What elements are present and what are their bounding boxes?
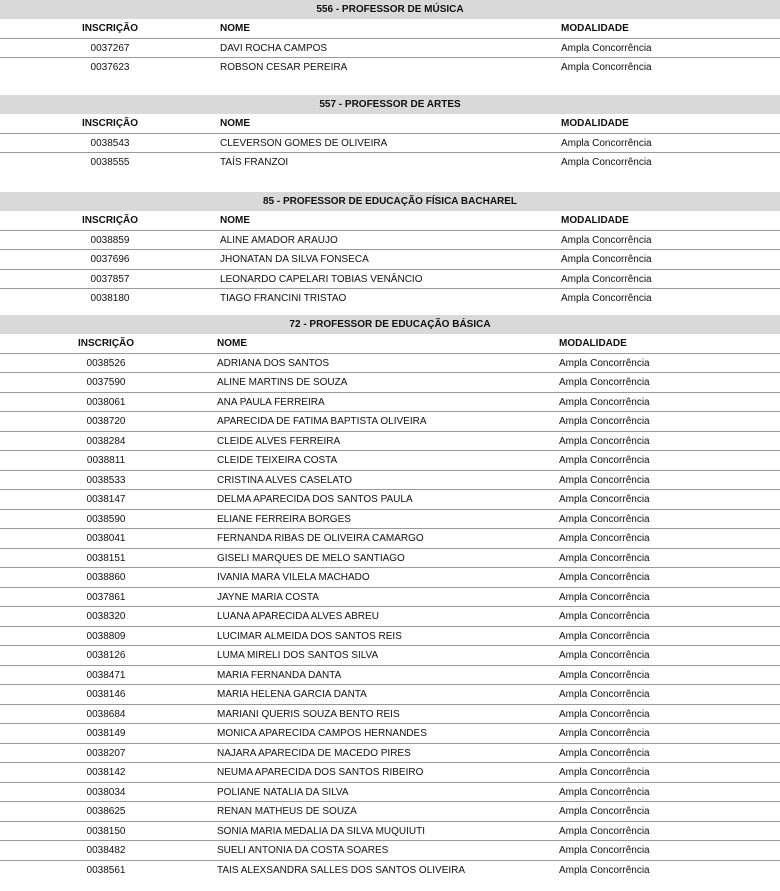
cell-nome: LEONARDO CAPELARI TOBIAS VENÂNCIO — [220, 273, 423, 285]
table-row — [0, 153, 780, 173]
table-row — [0, 724, 780, 744]
cell-inscricao: 0038590 — [86, 513, 126, 525]
cell-inscricao: 0038041 — [86, 533, 126, 544]
table-row — [0, 39, 780, 59]
cell-inscricao: 0038860 — [86, 572, 126, 583]
cell-nome: ALINE AMADOR ARAUJO — [220, 234, 338, 246]
table-row — [0, 231, 780, 251]
cell-nome: ROBSON CESAR PEREIRA — [220, 62, 348, 73]
section-title: 556 - PROFESSOR DE MÚSICA — [0, 0, 780, 19]
table-row — [0, 250, 780, 270]
cell-nome: MARIA FERNANDA DANTA — [217, 669, 342, 681]
cell-inscricao: 0037623 — [90, 62, 130, 73]
cell-modalidade: Ampla Concorrência — [559, 474, 650, 486]
table-row — [0, 270, 780, 290]
cell-nome: RENAN MATHEUS DE SOUZA — [217, 806, 357, 817]
cell-nome: NAJARA APARECIDA DE MACEDO PIRES — [217, 747, 411, 759]
cell-modalidade: Ampla Concorrência — [561, 293, 652, 304]
cell-nome: CLEIDE ALVES FERREIRA — [217, 435, 341, 447]
cell-nome: CLEIDE TEIXEIRA COSTA — [217, 455, 338, 466]
header-inscricao: INSCRIÇÃO — [81, 118, 139, 129]
cell-inscricao: 0038811 — [86, 455, 126, 466]
cell-modalidade: Ampla Concorrência — [559, 611, 650, 622]
cell-inscricao: 0038526 — [86, 357, 126, 369]
cell-nome: JHONATAN DA SILVA FONSECA — [220, 254, 369, 265]
table-row — [0, 289, 780, 309]
cell-nome: FERNANDA RIBAS DE OLIVEIRA CAMARGO — [217, 533, 424, 544]
table-row — [0, 490, 780, 510]
table-row — [0, 607, 780, 627]
table-row — [0, 451, 780, 471]
cell-inscricao: 0038471 — [86, 669, 126, 681]
table-row — [0, 822, 780, 842]
cell-nome: TAÍS FRANZOI — [220, 157, 289, 168]
table-row — [0, 354, 780, 374]
cell-nome: DAVI ROCHA CAMPOS — [220, 42, 328, 54]
cell-nome: IVANIA MARA VILELA MACHADO — [217, 572, 370, 583]
header-nome: NOME — [220, 215, 250, 226]
cell-inscricao: 0038859 — [90, 234, 130, 246]
table-row — [0, 705, 780, 725]
table-row — [0, 666, 780, 686]
header-modalidade: MODALIDADE — [561, 118, 629, 129]
cell-modalidade: Ampla Concorrência — [559, 864, 650, 876]
cell-modalidade: Ampla Concorrência — [559, 513, 650, 525]
cell-inscricao: 0038533 — [86, 474, 126, 486]
cell-nome: ALINE MARTINS DE SOUZA — [217, 377, 348, 388]
cell-modalidade: Ampla Concorrência — [561, 42, 652, 54]
section-professor-musica — [0, 0, 780, 78]
table-row — [0, 471, 780, 491]
cell-modalidade: Ampla Concorrência — [561, 254, 652, 265]
cell-inscricao: 0038147 — [86, 494, 126, 505]
table-row — [0, 646, 780, 666]
cell-nome: CLEVERSON GOMES DE OLIVEIRA — [220, 137, 388, 149]
section-title: 72 - PROFESSOR DE EDUCAÇÃO BÁSICA — [0, 315, 780, 334]
section-professor-educacao-fisica — [0, 192, 780, 309]
table-row — [0, 373, 780, 393]
cell-nome: ANA PAULA FERREIRA — [217, 396, 325, 408]
table-row — [0, 412, 780, 432]
cell-inscricao: 0038149 — [86, 728, 126, 739]
cell-modalidade: Ampla Concorrência — [559, 630, 650, 642]
table-row — [0, 529, 780, 549]
section-title: 557 - PROFESSOR DE ARTES — [0, 95, 780, 114]
cell-nome: NEUMA APARECIDA DOS SANTOS RIBEIRO — [217, 767, 424, 778]
table-row — [0, 588, 780, 608]
cell-nome: JAYNE MARIA COSTA — [217, 591, 319, 603]
cell-nome: LUCIMAR ALMEIDA DOS SANTOS REIS — [217, 630, 402, 642]
cell-modalidade: Ampla Concorrência — [559, 455, 650, 466]
cell-nome: POLIANE NATALIA DA SILVA — [217, 786, 349, 798]
cell-modalidade: Ampla Concorrência — [559, 494, 650, 505]
header-modalidade: MODALIDADE — [559, 338, 627, 349]
table-row — [0, 783, 780, 803]
header-nome: NOME — [217, 338, 247, 349]
table-row — [0, 432, 780, 452]
cell-inscricao: 0037857 — [90, 273, 130, 285]
table-row — [0, 841, 780, 861]
section-professor-educacao-basica — [0, 315, 780, 880]
cell-inscricao: 0038561 — [86, 864, 126, 876]
cell-nome: TAIS ALEXSANDRA SALLES DOS SANTOS OLIVEIRA — [217, 864, 466, 876]
cell-nome: ELIANE FERREIRA BORGES — [217, 513, 351, 525]
cell-inscricao: 0038284 — [86, 435, 126, 447]
cell-modalidade: Ampla Concorrência — [559, 591, 650, 603]
cell-modalidade: Ampla Concorrência — [559, 845, 650, 856]
cell-modalidade: Ampla Concorrência — [559, 377, 650, 388]
cell-modalidade: Ampla Concorrência — [559, 650, 650, 661]
cell-modalidade: Ampla Concorrência — [559, 747, 650, 759]
cell-modalidade: Ampla Concorrência — [559, 533, 650, 544]
table-row — [0, 568, 780, 588]
cell-inscricao: 0038150 — [86, 825, 126, 837]
section-title: 85 - PROFESSOR DE EDUCAÇÃO FÍSICA BACHAREL — [0, 192, 780, 211]
cell-modalidade: Ampla Concorrência — [561, 62, 652, 73]
table-row — [0, 134, 780, 154]
table-row — [0, 763, 780, 783]
cell-inscricao: 0038320 — [86, 611, 126, 622]
cell-inscricao: 0037861 — [86, 591, 126, 603]
cell-inscricao: 0038151 — [86, 552, 126, 564]
cell-inscricao: 0038543 — [90, 137, 130, 149]
cell-nome: LUMA MIRELI DOS SANTOS SILVA — [217, 650, 379, 661]
cell-nome: MONICA APARECIDA CAMPOS HERNANDES — [217, 728, 427, 739]
table-row — [0, 685, 780, 705]
cell-nome: CRISTINA ALVES CASELATO — [217, 474, 353, 486]
cell-inscricao: 0038142 — [86, 767, 126, 778]
header-nome: NOME — [220, 23, 250, 34]
cell-modalidade: Ampla Concorrência — [559, 806, 650, 817]
cell-inscricao: 0038207 — [86, 747, 126, 759]
cell-nome: SONIA MARIA MEDALIA DA SILVA MUQUIUTI — [217, 825, 426, 837]
header-inscricao: INSCRIÇÃO — [81, 215, 139, 226]
cell-inscricao: 0037590 — [86, 377, 126, 388]
header-modalidade: MODALIDADE — [561, 23, 629, 34]
table-header — [0, 19, 780, 39]
cell-modalidade: Ampla Concorrência — [559, 708, 650, 720]
table-row — [0, 510, 780, 530]
table-header — [0, 334, 780, 354]
cell-modalidade: Ampla Concorrência — [559, 786, 650, 798]
cell-modalidade: Ampla Concorrência — [561, 137, 652, 149]
cell-inscricao: 0038146 — [86, 689, 126, 700]
table-row — [0, 549, 780, 569]
cell-inscricao: 0038684 — [86, 708, 126, 720]
header-inscricao: INSCRIÇÃO — [81, 23, 139, 34]
cell-nome: MARIANI QUERIS SOUZA BENTO REIS — [217, 708, 400, 720]
table-header — [0, 114, 780, 134]
header-nome: NOME — [220, 118, 250, 129]
cell-nome: LUANA APARECIDA ALVES ABREU — [217, 611, 379, 622]
cell-inscricao: 0037696 — [90, 254, 130, 265]
cell-inscricao: 0038720 — [86, 416, 126, 427]
cell-modalidade: Ampla Concorrência — [559, 396, 650, 408]
cell-inscricao: 0037267 — [90, 42, 130, 54]
header-modalidade: MODALIDADE — [561, 215, 629, 226]
cell-nome: TIAGO FRANCINI TRISTAO — [220, 293, 347, 304]
cell-modalidade: Ampla Concorrência — [559, 825, 650, 837]
cell-inscricao: 0038482 — [86, 845, 126, 856]
cell-modalidade: Ampla Concorrência — [559, 689, 650, 700]
cell-modalidade: Ampla Concorrência — [561, 273, 652, 285]
cell-inscricao: 0038061 — [86, 396, 126, 408]
cell-modalidade: Ampla Concorrência — [559, 572, 650, 583]
cell-nome: MARIA HELENA GARCIA DANTA — [217, 689, 367, 700]
cell-nome: GISELI MARQUES DE MELO SANTIAGO — [217, 552, 405, 564]
cell-inscricao: 0038625 — [86, 806, 126, 817]
cell-modalidade: Ampla Concorrência — [561, 157, 652, 168]
section-professor-artes — [0, 95, 780, 173]
cell-nome: APARECIDA DE FATIMA BAPTISTA OLIVEIRA — [217, 416, 427, 427]
cell-modalidade: Ampla Concorrência — [559, 552, 650, 564]
cell-inscricao: 0038809 — [86, 630, 126, 642]
table-row — [0, 58, 780, 78]
table-row — [0, 802, 780, 822]
cell-modalidade: Ampla Concorrência — [561, 234, 652, 246]
cell-modalidade: Ampla Concorrência — [559, 357, 650, 369]
table-row — [0, 861, 780, 881]
cell-modalidade: Ampla Concorrência — [559, 767, 650, 778]
cell-inscricao: 0038126 — [86, 650, 126, 661]
table-header — [0, 211, 780, 231]
table-row — [0, 393, 780, 413]
cell-inscricao: 0038555 — [90, 157, 130, 168]
cell-modalidade: Ampla Concorrência — [559, 416, 650, 427]
cell-modalidade: Ampla Concorrência — [559, 728, 650, 739]
cell-inscricao: 0038180 — [90, 293, 130, 304]
cell-nome: ADRIANA DOS SANTOS — [217, 357, 330, 369]
cell-modalidade: Ampla Concorrência — [559, 435, 650, 447]
table-row — [0, 744, 780, 764]
cell-modalidade: Ampla Concorrência — [559, 669, 650, 681]
cell-nome: SUELI ANTONIA DA COSTA SOARES — [217, 845, 389, 856]
table-row — [0, 627, 780, 647]
header-inscricao: INSCRIÇÃO — [77, 338, 135, 349]
cell-nome: DELMA APARECIDA DOS SANTOS PAULA — [217, 494, 413, 505]
cell-inscricao: 0038034 — [86, 786, 126, 798]
